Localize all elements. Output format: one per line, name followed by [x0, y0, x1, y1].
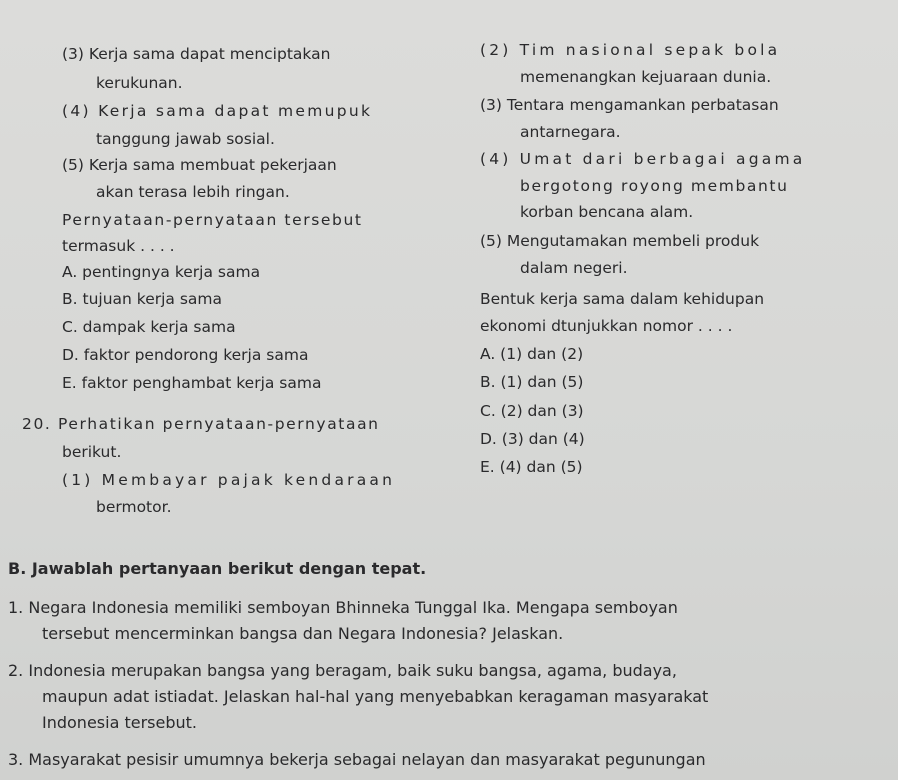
q20-prompt-line-1: Bentuk kerja sama dalam kehidupan	[480, 290, 765, 308]
essay-question-2-line-1: 2. Indonesia merupakan bangsa yang beragam, baik suku bangsa, agama, budaya,	[8, 661, 677, 680]
q20-statement-4-line-1: (4) Umat dari berbagai agama	[480, 150, 806, 168]
statement-3-line-2: kerukunan.	[96, 74, 183, 92]
q20-statement-5-line-1: (5) Mengutamakan membeli produk	[480, 232, 760, 250]
q20-option-e: E. (4) dan (5)	[480, 458, 583, 476]
option-b: B. tujuan kerja sama	[62, 290, 223, 308]
q20-statement-2-line-2: memenangkan kejuaraan dunia.	[520, 68, 772, 86]
essay-question-2-line-2: maupun adat istiadat. Jelaskan hal-hal yang menyebabkan keragaman masyarakat	[42, 687, 709, 706]
q20-statement-3-line-1: (3) Tentara mengamankan perbatasan	[480, 96, 779, 114]
option-d: D. faktor pendorong kerja sama	[62, 346, 309, 364]
question-prompt-line-2: termasuk . . . .	[62, 237, 175, 255]
essay-question-1-line-1: 1. Negara Indonesia memiliki semboyan Bhinneka Tunggal Ika. Mengapa semboyan	[8, 598, 678, 617]
q20-statement-5-line-2: dalam negeri.	[520, 259, 628, 277]
q20-statement-3-line-2: antarnegara.	[520, 123, 621, 141]
question-20-heading-line-2: berikut.	[62, 443, 122, 461]
option-e: E. faktor penghambat kerja sama	[62, 374, 322, 392]
q20-statement-1-line-1: (1) Membayar pajak kendaraan	[62, 471, 396, 489]
statement-4-line-2: tanggung jawab sosial.	[96, 130, 275, 148]
q20-statement-1-line-2: bermotor.	[96, 498, 172, 516]
statement-5-line-1: (5) Kerja sama membuat pekerjaan	[62, 156, 337, 174]
q20-option-b: B. (1) dan (5)	[480, 373, 584, 391]
q20-statement-2-line-1: (2) Tim nasional sepak bola	[480, 41, 781, 59]
q20-option-c: C. (2) dan (3)	[480, 402, 584, 420]
q20-statement-4-line-2: bergotong royong membantu	[520, 177, 789, 195]
essay-question-2-line-3: Indonesia tersebut.	[42, 713, 197, 732]
statement-5-line-2: akan terasa lebih ringan.	[96, 183, 290, 201]
section-b-heading: B. Jawablah pertanyaan berikut dengan tepat.	[8, 559, 427, 578]
statement-4-line-1: (4) Kerja sama dapat memupuk	[62, 102, 373, 120]
statement-3-line-1: (3) Kerja sama dapat menciptakan	[62, 45, 331, 63]
q20-option-a: A. (1) dan (2)	[480, 345, 584, 363]
essay-question-1-line-2: tersebut mencerminkan bangsa dan Negara Indonesia? Jelaskan.	[42, 624, 564, 643]
q20-statement-4-line-3: korban bencana alam.	[520, 203, 694, 221]
question-prompt-line-1: Pernyataan-pernyataan tersebut	[62, 211, 363, 229]
question-20-heading: 20. Perhatikan pernyataan-pernyataan	[22, 415, 380, 433]
option-a: A. pentingnya kerja sama	[62, 263, 261, 281]
option-c: C. dampak kerja sama	[62, 318, 236, 336]
q20-option-d: D. (3) dan (4)	[480, 430, 585, 448]
q20-prompt-line-2: ekonomi dtunjukkan nomor . . . .	[480, 317, 733, 335]
essay-question-3-line-1: 3. Masyarakat pesisir umumnya bekerja sebagai nelayan dan masyarakat pegunungan	[8, 750, 706, 769]
